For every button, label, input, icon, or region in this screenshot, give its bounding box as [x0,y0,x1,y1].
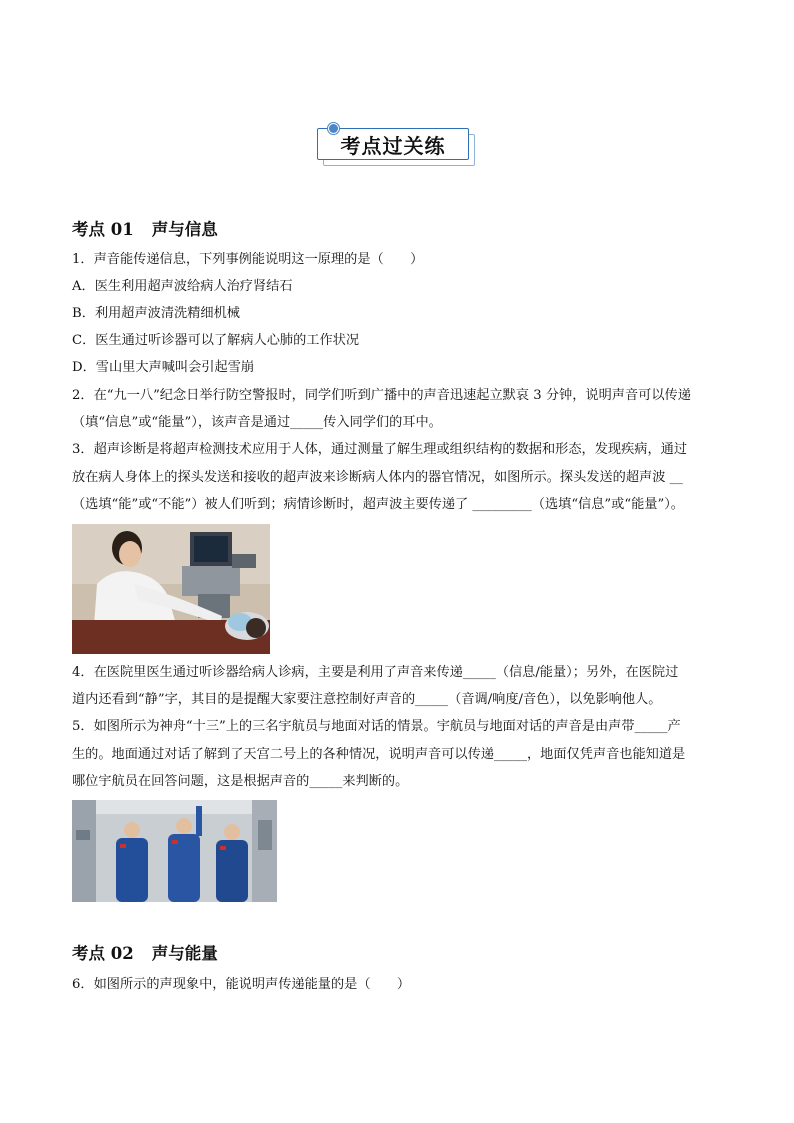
astronauts-photo [72,800,277,902]
q2-line-2: （填“信息”或“能量”），该声音是通过_____传入同学们的耳中。 [72,415,442,430]
q6-stem: 6．如图所示的声现象中，能说明声传递能量的是（ ） [72,977,411,992]
section-heading-1-text: 声与信息 [151,220,218,239]
q1-option-d: D．雪山里大声喊叫会引起雪崩 [72,360,255,375]
section-heading-2-text: 声与能量 [151,944,218,963]
section-heading-2 [72,940,218,964]
q2-line-1: 2．在“九一八”纪念日举行防空警报时，同学们听到广播中的声音迅速起立默哀 3 分钟，说明声音可以传递 [72,388,691,403]
q3-line-3: （选填“能”或“不能”）被人们听到；病情诊断时，超声波主要传递了 _________（选填“信息”或“能量”）。 [72,497,684,512]
banner-frame [317,128,469,160]
q1-stem: 1．声音能传递信息，下列事例能说明这一原理的是（ ） [72,252,424,267]
q3-line-2: 放在病人身体上的探头发送和接收的超声波来诊断病人体内的器官情况，如图所示。探头发送的超声波 __ [72,470,683,485]
q4-line-2: 道内还看到“静”字，其目的是提醒大家要注意控制好声音的_____（音调/响度/音色），以免影响他人。 [72,692,662,707]
q1-option-b: B．利用超声波清洗精细机械 [72,306,240,321]
section-heading-1 [72,216,218,240]
q1-option-a: A．医生利用超声波给病人治疗肾结石 [72,279,293,294]
section-heading-2-num: 考点 02 [72,944,134,963]
title-banner [317,128,473,164]
q5-line-3: 哪位宇航员在回答问题，这是根据声音的_____来判断的。 [72,774,409,789]
section-heading-1-num: 考点 01 [72,220,134,239]
q5-line-1: 5．如图所示为神舟“十三”上的三名宇航员与地面对话的情景。宇航员与地面对话的声音是由声带_____产 [72,719,681,734]
ultrasound-photo [72,524,270,654]
page-title: 考点过关练 [340,133,446,158]
q1-option-c: C．医生通过听诊器可以了解病人心肺的工作状况 [72,333,360,348]
q5-line-2: 生的。地面通过对话了解到了天宫二号上的各种情况，说明声音可以传递_____，地面仅凭声音也能知道是 [72,747,686,762]
banner-dot-icon [328,123,339,134]
q4-line-1: 4．在医院里医生通过听诊器给病人诊病，主要是利用了声音来传递_____（信息/能量）；另外，在医院过 [72,665,679,680]
q3-line-1: 3．超声诊断是将超声检测技术应用于人体，通过测量了解生理或组织结构的数据和形态，发现疾病，通过 [72,442,688,457]
